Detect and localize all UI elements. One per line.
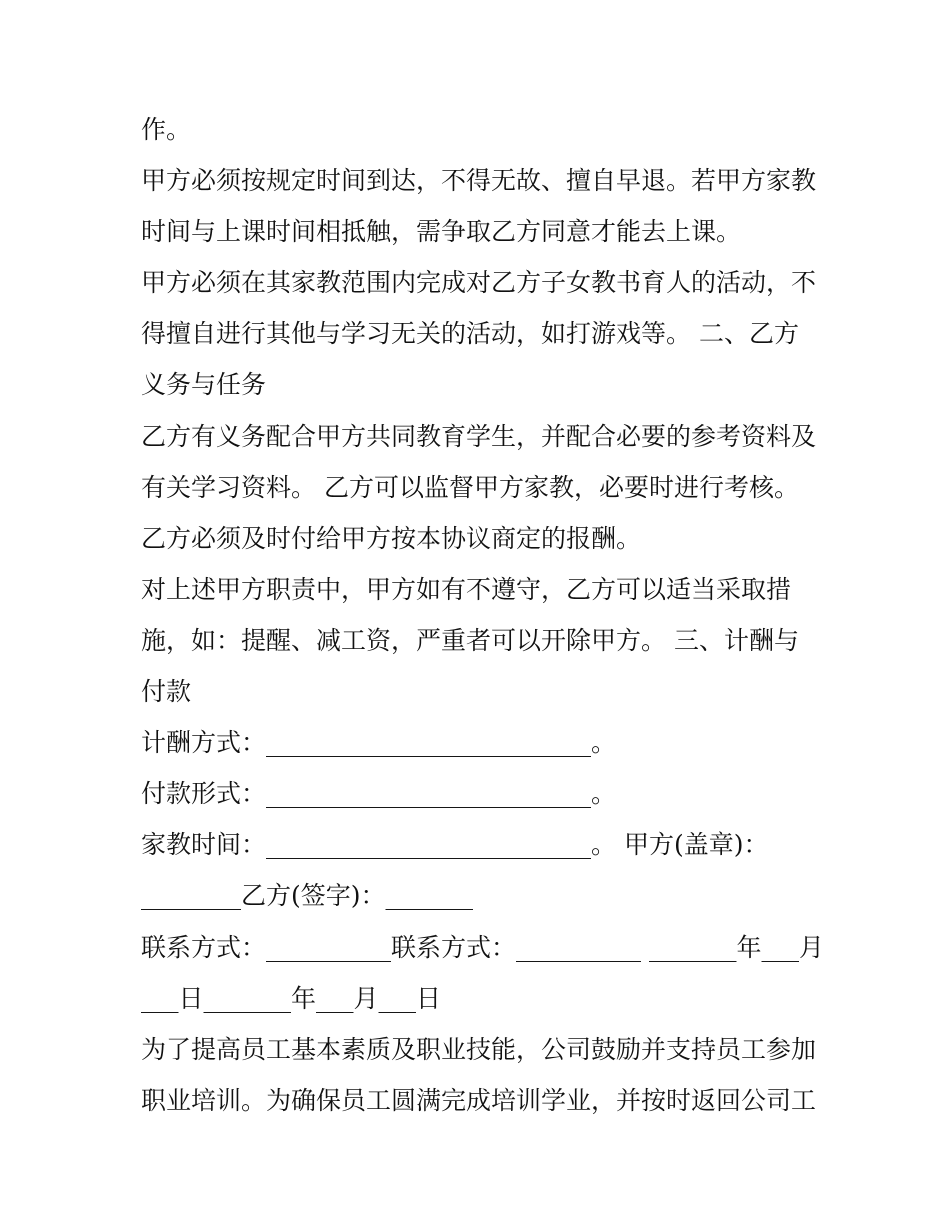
text-line: 作。 bbox=[141, 115, 192, 144]
date-line: ___日_______年___月___日 bbox=[141, 983, 442, 1013]
text-line: 甲方必须在其家教范围内完成对乙方子女教书育人的活动，不 bbox=[141, 268, 817, 298]
text-line: 乙方必须及时付给甲方按本协议商定的报酬。 bbox=[141, 523, 642, 553]
text-line: 得擅自进行其他与学习无关的活动，如打游戏等。 二、乙方 bbox=[141, 319, 799, 349]
text-line: 有关学习资料。 乙方可以监督甲方家教，必要时进行考核。 bbox=[141, 472, 799, 502]
text-line: 对上述甲方职责中，甲方如有不遵守，乙方可以适当采取措 bbox=[141, 574, 792, 604]
payment-form-field: 付款形式：__________________________。 bbox=[141, 779, 617, 809]
contact-date-line: 联系方式：__________联系方式：__________ _______年___月 bbox=[141, 932, 824, 962]
text-line: 施，如：提醒、减工资，严重者可以开除甲方。 三、计酬与 bbox=[141, 625, 799, 655]
payment-method-field: 计酬方式：__________________________。 bbox=[141, 728, 617, 758]
text-line: 职业培训。为确保员工圆满完成培训学业，并按时返回公司工 bbox=[141, 1085, 817, 1115]
text-line: 为了提高员工基本素质及职业技能，公司鼓励并支持员工参加 bbox=[141, 1034, 817, 1064]
text-line: 时间与上课时间相抵触，需争取乙方同意才能去上课。 bbox=[141, 217, 742, 247]
signature-line: ________乙方(签字)：_______ bbox=[141, 881, 474, 911]
text-line: 乙方有义务配合甲方共同教育学生，并配合必要的参考资料及 bbox=[141, 421, 817, 451]
section-heading-line: 付款 bbox=[141, 677, 192, 707]
section-heading-line: 义务与任务 bbox=[141, 370, 267, 400]
text-line: 甲方必须按规定时间到达，不得无故、擅自早退。若甲方家教 bbox=[141, 166, 817, 196]
document-body bbox=[141, 104, 824, 1126]
tutoring-time-field: 家教时间：__________________________。 甲方(盖章)： bbox=[141, 830, 769, 860]
